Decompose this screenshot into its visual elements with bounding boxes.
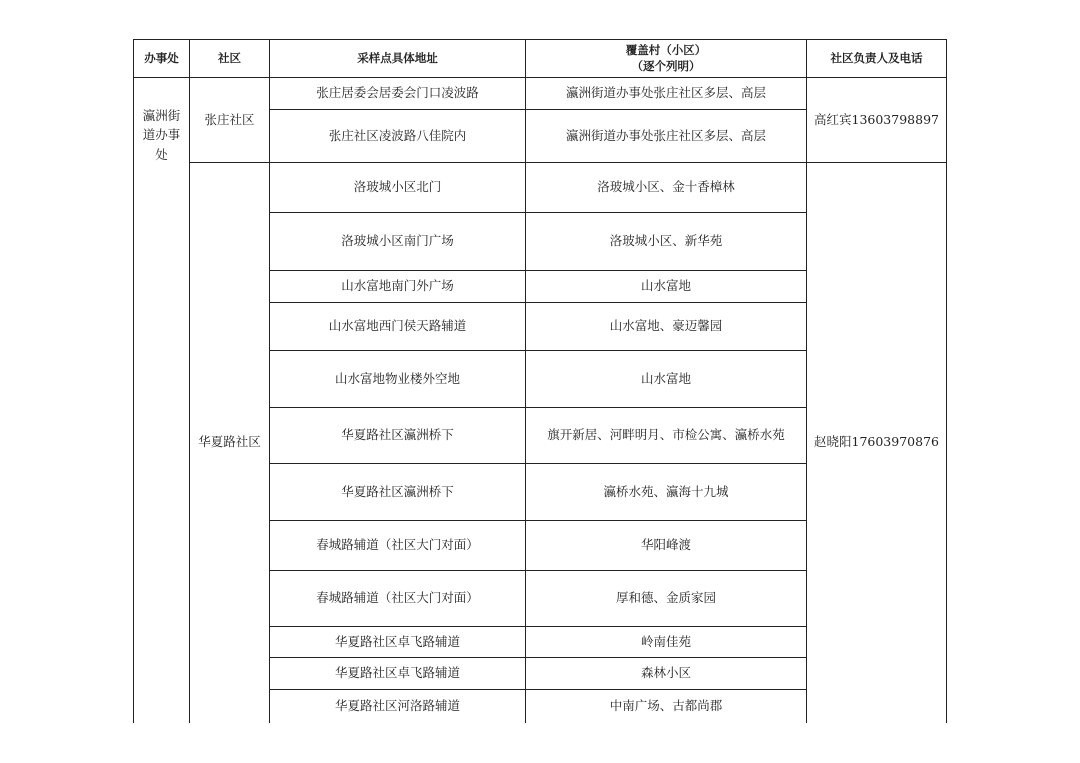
sampling-address: 华夏路社区河洛路辅道 <box>270 690 526 723</box>
header-coverage-line2: （逐个列明） <box>631 58 701 73</box>
sampling-address: 华夏路社区卓飞路辅道 <box>270 658 526 690</box>
sampling-table <box>133 39 947 723</box>
coverage-area: 瀛洲街道办事处张庄社区多层、高层 <box>526 110 807 163</box>
coverage-area: 洛玻城小区、金十香樟林 <box>526 163 807 213</box>
sampling-address: 春城路辅道（社区大门对面） <box>270 571 526 627</box>
header-coverage <box>526 40 807 78</box>
sampling-address: 山水富地南门外广场 <box>270 271 526 303</box>
header-contact: 社区负责人及电话 <box>807 40 947 78</box>
sampling-address: 山水富地西门侯天路辅道 <box>270 303 526 351</box>
table-row <box>134 163 947 213</box>
sampling-address: 洛玻城小区南门广场 <box>270 213 526 271</box>
coverage-area: 山水富地 <box>526 351 807 408</box>
sampling-address: 华夏路社区卓飞路辅道 <box>270 627 526 658</box>
sampling-address: 华夏路社区瀛洲桥下 <box>270 408 526 464</box>
sampling-address: 华夏路社区瀛洲桥下 <box>270 464 526 521</box>
coverage-area: 厚和德、金质家园 <box>526 571 807 627</box>
header-address: 采样点具体地址 <box>270 40 526 78</box>
coverage-area: 岭南佳苑 <box>526 627 807 658</box>
sampling-address: 春城路辅道（社区大门对面） <box>270 521 526 571</box>
header-office: 办事处 <box>134 40 190 78</box>
community-name: 张庄社区 <box>190 78 270 163</box>
community-contact: 赵晓阳17603970876 <box>807 163 947 723</box>
office-cell: 瀛洲街道办事处 <box>134 78 190 723</box>
coverage-area: 洛玻城小区、新华苑 <box>526 213 807 271</box>
coverage-area: 华阳峰渡 <box>526 521 807 571</box>
coverage-area: 山水富地、豪迈馨园 <box>526 303 807 351</box>
sampling-address: 张庄居委会居委会门口凌波路 <box>270 78 526 110</box>
coverage-area: 瀛洲街道办事处张庄社区多层、高层 <box>526 78 807 110</box>
coverage-area: 瀛桥水苑、瀛海十九城 <box>526 464 807 521</box>
table-row <box>134 78 947 110</box>
coverage-area: 中南广场、古都尚郡 <box>526 690 807 723</box>
community-name: 华夏路社区 <box>190 163 270 723</box>
header-row <box>134 40 947 78</box>
sampling-address: 洛玻城小区北门 <box>270 163 526 213</box>
header-community: 社区 <box>190 40 270 78</box>
coverage-area: 山水富地 <box>526 271 807 303</box>
coverage-area: 旗开新居、河畔明月、市检公寓、瀛桥水苑 <box>526 408 807 464</box>
sampling-address: 山水富地物业楼外空地 <box>270 351 526 408</box>
sampling-address: 张庄社区凌波路八佳院内 <box>270 110 526 163</box>
header-coverage-line1: 覆盖村（小区） <box>625 42 707 57</box>
community-contact: 高红宾13603798897 <box>807 78 947 163</box>
coverage-area: 森林小区 <box>526 658 807 690</box>
